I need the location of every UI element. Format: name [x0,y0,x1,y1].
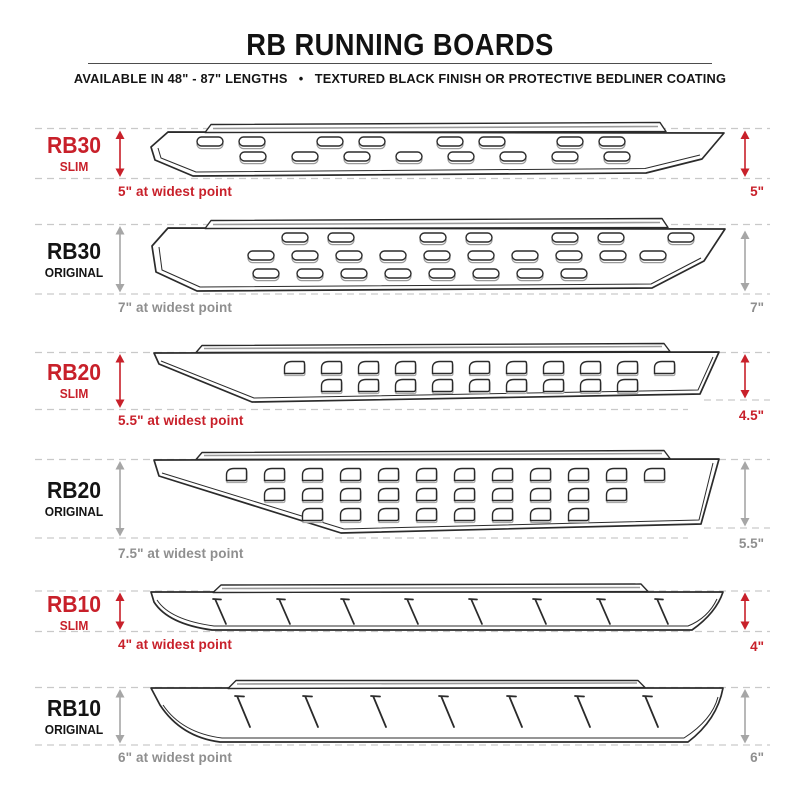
rb30-slim-label [8,134,140,173]
rb10-slim-right-measure: 4" [750,639,764,654]
rb20-original-label [8,479,140,518]
rb10-slim-board-illustration [151,584,723,630]
rb20-original-right-measure: 5.5" [738,536,764,551]
rb10-original-right-arrow [741,689,750,744]
rb20-slim-right-measure: 4.5" [738,408,764,423]
title-divider [88,63,712,64]
rb20-slim-widest-caption: 5.5" at widest point [118,413,244,428]
variant-name: SLIM [59,386,89,401]
rb30-original-right-measure: 7" [750,300,764,315]
rb30-original-widest-caption: 7" at widest point [118,300,232,315]
model-name: RB30 [46,238,102,264]
page-subtitle: AVAILABLE IN 48" - 87" LENGTHS • TEXTURED BLACK FINISH OR PROTECTIVE BEDLINER COATING [73,71,727,86]
rb20-original-board-illustration [154,451,719,534]
page-title: RB RUNNING BOARDS [246,27,554,62]
rb30-slim-board-illustration [151,123,724,177]
model-name: RB20 [46,477,102,503]
rb10-original-right-measure: 6" [750,750,764,765]
rb30-slim-right-arrow [741,131,750,178]
rb10-original-label [8,697,140,736]
rb30-slim-right-measure: 5" [750,184,764,199]
rb20-slim-label [8,361,140,400]
rb20-original-right-arrow [741,461,750,527]
rb30-original-board-illustration [152,219,725,292]
model-name: RB10 [46,591,102,617]
rb30-original-right-arrow [741,231,750,292]
variant-name: ORIGINAL [44,722,104,737]
rb10-slim-widest-caption: 4" at widest point [118,637,232,652]
variant-name: ORIGINAL [44,265,104,280]
variant-name: ORIGINAL [44,504,104,519]
rb20-original-widest-caption: 7.5" at widest point [118,546,244,561]
model-name: RB30 [46,132,102,158]
rb20-slim-right-arrow [741,354,750,399]
rb30-slim-widest-caption: 5" at widest point [118,184,232,199]
model-name: RB20 [46,359,102,385]
rb10-slim-label [8,593,140,632]
rb10-slim-right-arrow [741,593,750,631]
rb10-original-widest-caption: 6" at widest point [118,750,232,765]
rb10-original-board-illustration [151,681,723,743]
rb30-original-label [8,240,140,279]
variant-name: SLIM [59,159,89,174]
model-name: RB10 [46,695,102,721]
variant-name: SLIM [59,618,89,633]
rb20-slim-board-illustration [154,344,719,403]
